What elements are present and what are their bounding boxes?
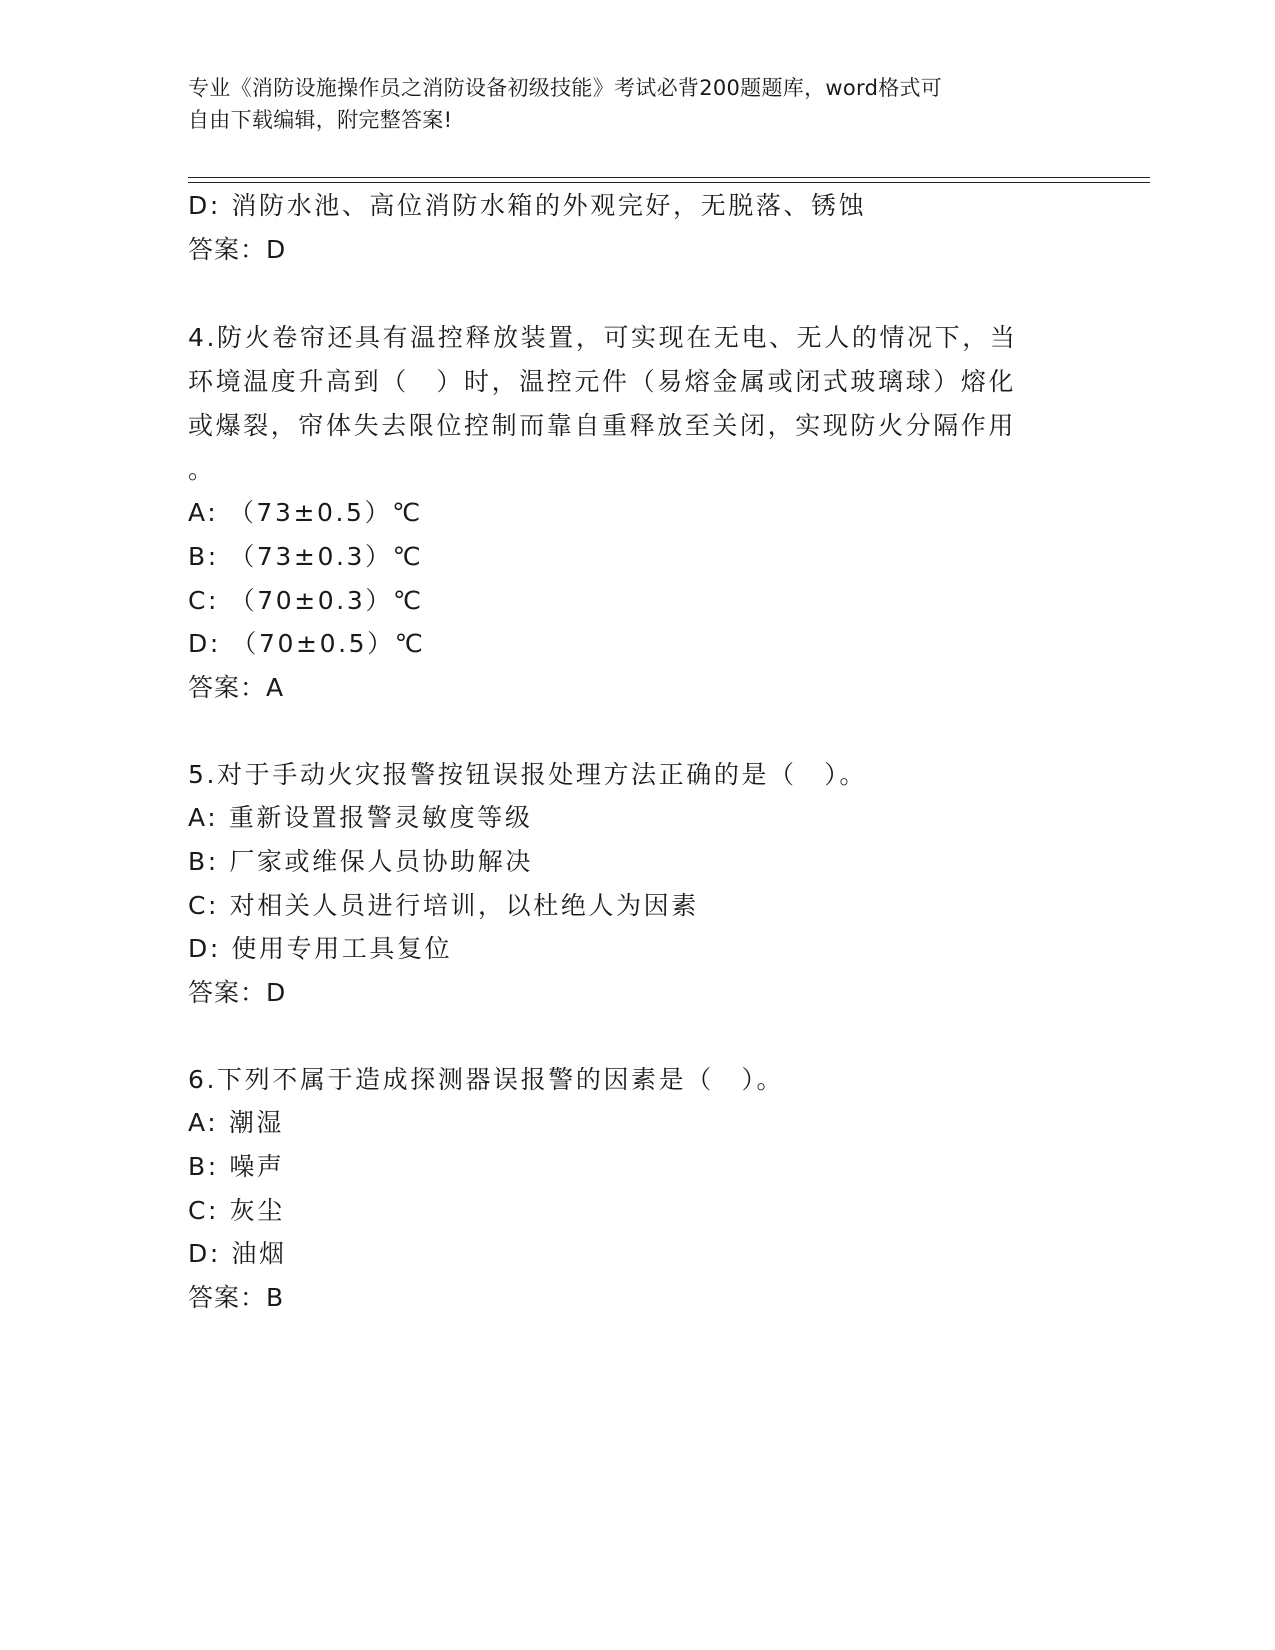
q4-stem-line-1: 4.防火卷帘还具有温控释放装置，可实现在无电、无人的情况下，当 [188,323,1018,352]
header-line-2: 自由下载编辑，附完整答案! [188,108,453,132]
header-rule-top [188,177,1150,178]
q5-stem: 5.对于手动火灾报警按钮误报处理方法正确的是（ ）。 [188,760,867,789]
q4-stem-line-3: 或爆裂，帘体失去限位控制而靠自重释放至关闭，实现防火分隔作用 [188,411,1017,440]
carryover-answer: 答案：D [188,235,287,264]
document-header [188,72,1068,136]
q5-option-d: D: 使用专用工具复位 [188,934,453,963]
q6-option-b: B: 噪声 [188,1152,285,1181]
q4-answer: 答案：A [188,673,285,702]
q6-answer: 答案：B [188,1283,285,1312]
q6-option-d: D: 油烟 [188,1239,287,1268]
q4-option-c: C: （70±0.3）℃ [188,586,424,615]
q6-option-c: C: 灰尘 [188,1196,285,1225]
q4-option-b: B: （73±0.3）℃ [188,542,424,571]
header-rule-bottom [188,182,1150,183]
q5-option-a: A: 重新设置报警灵敏度等级 [188,803,533,832]
q5-option-c: C: 对相关人员进行培训，以杜绝人为因素 [188,891,699,920]
carryover-option-d: D: 消防水池、高位消防水箱的外观完好，无脱落、锈蚀 [188,191,867,220]
q4-stem-line-2: 环境温度升高到（ ）时，温控元件（易熔金属或闭式玻璃球）熔化 [188,367,1017,396]
q5-answer: 答案：D [188,978,287,1007]
header-line-1: 专业《消防设施操作员之消防设备初级技能》考试必背200题题库，word格式可 [188,76,943,100]
q4-option-a: A: （73±0.5）℃ [188,498,423,527]
q6-option-a: A: 潮湿 [188,1108,285,1137]
q4-option-d: D: （70±0.5）℃ [188,629,426,658]
q4-stem-line-4: 。 [188,455,216,484]
q6-stem: 6.下列不属于造成探测器误报警的因素是（ ）。 [188,1065,785,1094]
q5-option-b: B: 厂家或维保人员协助解决 [188,847,533,876]
